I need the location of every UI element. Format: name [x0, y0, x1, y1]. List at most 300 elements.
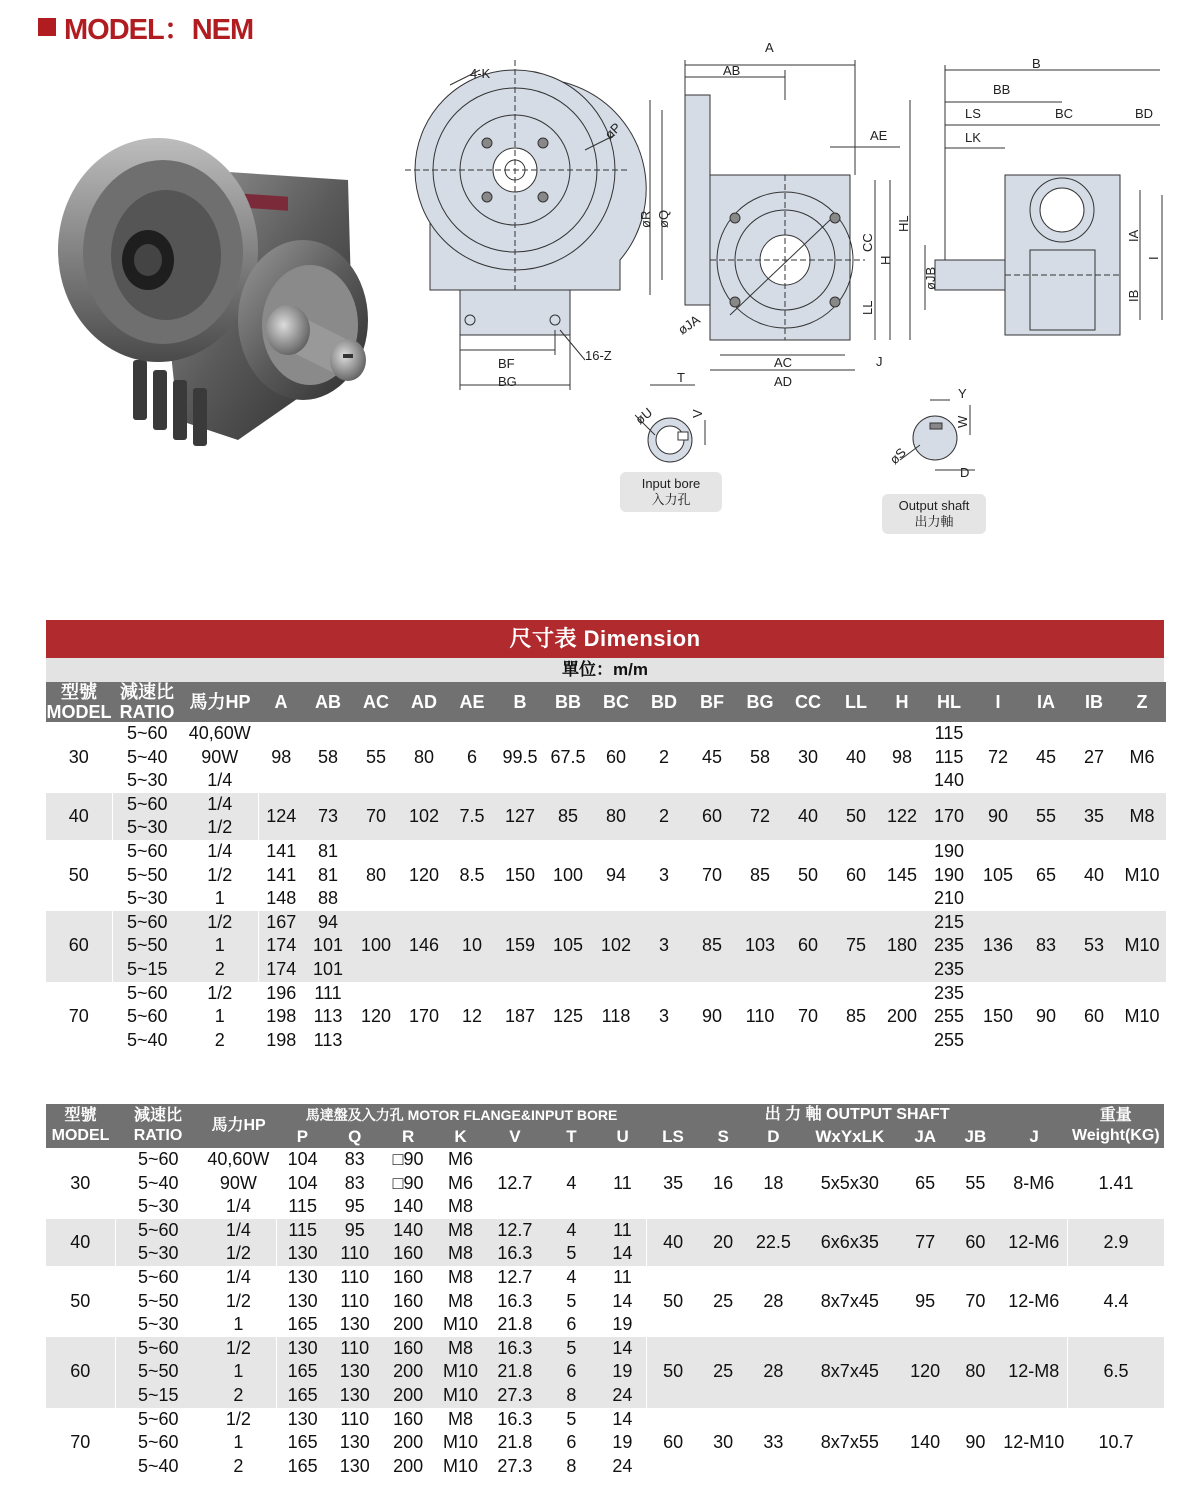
- table-cell: 40,60W 90W 1/4: [201, 1148, 276, 1219]
- table-cell: 5~60 5~30: [112, 793, 182, 840]
- t1-header-cc: CC: [784, 682, 832, 722]
- table-cell: 102: [400, 793, 448, 840]
- table-cell: 80: [352, 840, 400, 911]
- table-cell: 120: [352, 982, 400, 1053]
- table-cell: 12: [448, 982, 496, 1053]
- table-cell: M8 M8: [435, 1219, 485, 1266]
- table-cell: 45: [688, 722, 736, 793]
- table-cell: 140: [900, 1408, 950, 1479]
- t2-subheader-d: D: [747, 1126, 799, 1148]
- table-cell: 8-M6: [1001, 1148, 1068, 1219]
- table-cell: 100: [352, 911, 400, 982]
- table-cell: 130 165 165: [276, 1408, 328, 1479]
- t1-header-ia: IA: [1022, 682, 1070, 722]
- label-v: V: [690, 409, 705, 418]
- dimension-banner: 尺寸表 Dimension: [46, 620, 1164, 658]
- t2-subheader-ls: LS: [647, 1126, 699, 1148]
- table-cell: 58: [736, 722, 784, 793]
- t1-header-bg: BG: [736, 682, 784, 722]
- t2-header-model: 型號MODEL: [46, 1104, 115, 1148]
- table-cell: 111 113 113: [304, 982, 352, 1053]
- table-cell: 95 110: [329, 1219, 381, 1266]
- table-cell: M6: [1118, 722, 1166, 793]
- table-cell: 10.7: [1068, 1408, 1164, 1479]
- table-cell: M8 M8 M10: [435, 1266, 485, 1337]
- table-cell: 80: [400, 722, 448, 793]
- table-cell: 160 200 200: [381, 1408, 435, 1479]
- label-h: H: [878, 255, 893, 265]
- table-cell: 25: [699, 1266, 747, 1337]
- table-cell: 50: [46, 840, 112, 911]
- t1-header-a: A: [258, 682, 304, 722]
- table-cell: 81 81 88: [304, 840, 352, 911]
- table-cell: 11 14: [599, 1219, 647, 1266]
- label-phi-ja: øJA: [675, 311, 703, 338]
- table-row: [46, 911, 1166, 982]
- table-cell: 125: [544, 982, 592, 1053]
- table-cell: 110 110 130: [329, 1266, 381, 1337]
- table-cell: 22.5: [747, 1219, 799, 1266]
- table-cell: 94 101 101: [304, 911, 352, 982]
- table-cell: 110: [736, 982, 784, 1053]
- table-cell: 2: [640, 722, 688, 793]
- table-cell: 50: [784, 840, 832, 911]
- table-cell: 67.5: [544, 722, 592, 793]
- label-4-k: 4-K: [470, 66, 491, 81]
- table-cell: 150: [496, 840, 544, 911]
- table-cell: 55: [950, 1148, 1000, 1219]
- table-cell: 98: [880, 722, 924, 793]
- table-cell: 16.3 21.8 27.3: [486, 1408, 545, 1479]
- table-cell: 160 160 200: [381, 1266, 435, 1337]
- table-cell: 167 174 174: [258, 911, 304, 982]
- table-cell: 90: [950, 1408, 1000, 1479]
- table-cell: 99.5: [496, 722, 544, 793]
- t1-header-ac: AC: [352, 682, 400, 722]
- table-cell: 8x7x45: [800, 1337, 900, 1408]
- table-cell: M8 M10 M10: [435, 1337, 485, 1408]
- table-cell: 30: [46, 1148, 115, 1219]
- dimension-table-block: [46, 620, 1164, 1052]
- flange-output-table: [46, 1104, 1164, 1478]
- t1-header-hl: HL: [924, 682, 974, 722]
- t1-header-ab: AB: [304, 682, 352, 722]
- table-cell: 60: [592, 722, 640, 793]
- label-ib: IB: [1126, 289, 1141, 302]
- t2-subheader-wxyxlk: WxYxLK: [800, 1126, 900, 1148]
- label-phi-p: øP: [601, 119, 624, 143]
- table-cell: 2.9: [1068, 1219, 1164, 1266]
- label-phi-jb: øJB: [923, 266, 938, 290]
- output-shaft-caption: [882, 494, 986, 534]
- table-cell: 1/2 1 2: [182, 982, 258, 1053]
- table-cell: 190 190 210: [924, 840, 974, 911]
- table-cell: 118: [592, 982, 640, 1053]
- t1-header-bd: BD: [640, 682, 688, 722]
- table-cell: 1/2 1 2: [201, 1408, 276, 1479]
- table-cell: 90: [688, 982, 736, 1053]
- table-cell: 12-M10: [1001, 1408, 1068, 1479]
- gearbox-photo: [48, 110, 368, 460]
- table-cell: 45: [1022, 722, 1070, 793]
- table-cell: 141 141 148: [258, 840, 304, 911]
- table-cell: 104 104 115: [276, 1148, 328, 1219]
- table-cell: 136: [974, 911, 1022, 982]
- table-row: [46, 722, 1166, 793]
- table-cell: 5~60 5~30: [115, 1219, 201, 1266]
- table-cell: 20: [699, 1219, 747, 1266]
- table-cell: 55: [352, 722, 400, 793]
- table-cell: 5~60 5~60 5~40: [115, 1408, 201, 1479]
- table-cell: 159: [496, 911, 544, 982]
- t2-subheader-jb: JB: [950, 1126, 1000, 1148]
- table-cell: 25: [699, 1337, 747, 1408]
- t2-subheader-j: J: [1001, 1126, 1068, 1148]
- t2-subheader-s: S: [699, 1126, 747, 1148]
- t2-subheader-p: P: [276, 1126, 328, 1148]
- table-cell: 53: [1070, 911, 1118, 982]
- table-cell: 4 5 6: [544, 1266, 598, 1337]
- label-y: Y: [958, 386, 967, 401]
- t1-header-hp: 馬力HP: [182, 682, 258, 722]
- table-cell: 120: [400, 840, 448, 911]
- table-cell: 98: [258, 722, 304, 793]
- table-row: [46, 1148, 1164, 1219]
- table-cell: 60: [1070, 982, 1118, 1053]
- t1-header-i: I: [974, 682, 1022, 722]
- table-cell: 130 165 165: [276, 1337, 328, 1408]
- label-a: A: [765, 40, 774, 55]
- table-cell: 1/4 1/2: [201, 1219, 276, 1266]
- table-cell: 77: [900, 1219, 950, 1266]
- t2-header-ratio: 減速比RATIO: [115, 1104, 201, 1148]
- table-cell: 170: [924, 793, 974, 840]
- t2-subheader-q: Q: [329, 1126, 381, 1148]
- table-cell: 1/4 1/2: [182, 793, 258, 840]
- t1-header-bb: BB: [544, 682, 592, 722]
- table-cell: 11 14 19: [599, 1266, 647, 1337]
- table-cell: 80: [592, 793, 640, 840]
- label-ab: AB: [723, 63, 741, 78]
- table-cell: 4: [544, 1148, 598, 1219]
- t2-header-hp: 馬力HP: [201, 1104, 276, 1148]
- table-cell: 55: [1022, 793, 1070, 840]
- table-cell: 130 130 165: [276, 1266, 328, 1337]
- table-cell: 140 160: [381, 1219, 435, 1266]
- table-cell: 28: [747, 1266, 799, 1337]
- table-cell: 5~60 5~50 5~30: [115, 1266, 201, 1337]
- t1-header-ad: AD: [400, 682, 448, 722]
- table-cell: 83 83 95: [329, 1148, 381, 1219]
- table-cell: 30: [46, 722, 112, 793]
- table-cell: 3: [640, 911, 688, 982]
- table-cell: 4 5: [544, 1219, 598, 1266]
- table-cell: 127: [496, 793, 544, 840]
- table-cell: 85: [688, 911, 736, 982]
- table-cell: 235 255 255: [924, 982, 974, 1053]
- label-ad: AD: [774, 374, 793, 389]
- table-cell: 30: [699, 1408, 747, 1479]
- table-cell: 95: [900, 1266, 950, 1337]
- table-cell: 102: [592, 911, 640, 982]
- table-cell: 5~60 5~40 5~30: [112, 722, 182, 793]
- table-cell: 1/4 1/2 1: [182, 840, 258, 911]
- table-cell: 35: [1070, 793, 1118, 840]
- table-cell: 10: [448, 911, 496, 982]
- t1-header-ratio: 減速比RATIO: [112, 682, 182, 722]
- output-shaft-drawing: [900, 400, 975, 470]
- label-cc: CC: [860, 233, 875, 252]
- label-t: T: [677, 370, 685, 385]
- t2-subheader-r: R: [381, 1126, 435, 1148]
- label-bg: BG: [498, 374, 517, 389]
- table-cell: 70: [784, 982, 832, 1053]
- t1-header-bf: BF: [688, 682, 736, 722]
- label-phi-q: øQ: [656, 209, 671, 228]
- table-cell: 70: [950, 1266, 1000, 1337]
- table-cell: 60: [688, 793, 736, 840]
- table-row: [46, 793, 1166, 840]
- table-cell: 1/4 1/2 1: [201, 1266, 276, 1337]
- table-cell: 6.5: [1068, 1337, 1164, 1408]
- table-cell: 73: [304, 793, 352, 840]
- table-cell: 3: [640, 982, 688, 1053]
- table-cell: 40: [1070, 840, 1118, 911]
- table-cell: 85: [736, 840, 784, 911]
- table-cell: 60: [784, 911, 832, 982]
- table-cell: 60: [950, 1219, 1000, 1266]
- table-row: [46, 982, 1166, 1053]
- table-cell: 40,60W 90W 1/4: [182, 722, 258, 793]
- table-cell: 2: [640, 793, 688, 840]
- t2-subheader-ja: JA: [900, 1126, 950, 1148]
- table-cell: 120: [900, 1337, 950, 1408]
- t1-header-ib: IB: [1070, 682, 1118, 722]
- label-d: D: [960, 465, 970, 480]
- table-row: [46, 1408, 1164, 1479]
- table-cell: 8x7x45: [800, 1266, 900, 1337]
- table-cell: 70: [688, 840, 736, 911]
- output-shaft-caption-en: Output shaft: [898, 498, 970, 513]
- table-cell: 103: [736, 911, 784, 982]
- label-j: J: [876, 354, 883, 369]
- table-cell: 30: [784, 722, 832, 793]
- table-cell: 5~60 5~50 5~30: [112, 840, 182, 911]
- table-cell: 33: [747, 1408, 799, 1479]
- table-cell: 83: [1022, 911, 1070, 982]
- table-cell: 187: [496, 982, 544, 1053]
- t1-header-ae: AE: [448, 682, 496, 722]
- table-cell: 80: [950, 1337, 1000, 1408]
- label-phi-u: øU: [632, 404, 656, 428]
- output-shaft-caption-zh: 出力軸: [914, 514, 954, 529]
- table-cell: 60: [832, 840, 880, 911]
- table-cell: 18: [747, 1148, 799, 1219]
- table-row: [46, 840, 1166, 911]
- label-ls: LS: [965, 106, 981, 121]
- table-cell: 8x7x55: [800, 1408, 900, 1479]
- table-cell: 124: [258, 793, 304, 840]
- table-cell: 94: [592, 840, 640, 911]
- table-cell: 85: [544, 793, 592, 840]
- label-16-z: 16-Z: [585, 348, 612, 363]
- table-cell: 5~60 5~50 5~15: [112, 911, 182, 982]
- table-cell: 160 200 200: [381, 1337, 435, 1408]
- label-ll: LL: [860, 300, 875, 315]
- table-cell: 12.7 16.3 21.8: [486, 1266, 545, 1337]
- title-marker: [38, 18, 56, 36]
- table-cell: 60: [46, 1337, 115, 1408]
- table-cell: 12-M6: [1001, 1266, 1068, 1337]
- table-cell: 72: [736, 793, 784, 840]
- table-cell: 1/2 1 2: [182, 911, 258, 982]
- table-cell: 115 130: [276, 1219, 328, 1266]
- label-ac: AC: [774, 355, 793, 370]
- table-cell: 180: [880, 911, 924, 982]
- table-cell: 145: [880, 840, 924, 911]
- label-bc: BC: [1055, 106, 1074, 121]
- table-cell: 6x6x35: [800, 1219, 900, 1266]
- table-cell: 40: [46, 1219, 115, 1266]
- table-cell: 40: [832, 722, 880, 793]
- table-cell: 65: [1022, 840, 1070, 911]
- t2-subheader-u: U: [599, 1126, 647, 1148]
- table-cell: 5 6 8: [544, 1408, 598, 1479]
- table-cell: 60: [46, 911, 112, 982]
- label-ae: AE: [870, 128, 888, 143]
- table-cell: M6 M6 M8: [435, 1148, 485, 1219]
- table-cell: 40: [647, 1219, 699, 1266]
- table-cell: 90: [1022, 982, 1070, 1053]
- table-row: [46, 1219, 1164, 1266]
- technical-drawings: [390, 40, 1190, 540]
- table-cell: 50: [832, 793, 880, 840]
- table-cell: 215 235 235: [924, 911, 974, 982]
- table-cell: 5 6 8: [544, 1337, 598, 1408]
- table-row: [46, 1337, 1164, 1408]
- table-cell: 11: [599, 1148, 647, 1219]
- label-i: I: [1146, 256, 1161, 260]
- label-bd: BD: [1135, 106, 1154, 121]
- table-cell: 110 130 130: [329, 1337, 381, 1408]
- flange-output-table-block: [46, 1104, 1164, 1478]
- table-cell: 58: [304, 722, 352, 793]
- table-cell: 3: [640, 840, 688, 911]
- t1-header-b: B: [496, 682, 544, 722]
- input-bore-caption-en: Input bore: [641, 476, 701, 491]
- table-cell: 150: [974, 982, 1022, 1053]
- table-cell: 12-M8: [1001, 1337, 1068, 1408]
- table-cell: 28: [747, 1337, 799, 1408]
- unit-label: 單位：m/m: [46, 658, 1164, 682]
- label-lk: LK: [965, 130, 981, 145]
- table-cell: 40: [784, 793, 832, 840]
- table-cell: 70: [46, 1408, 115, 1479]
- table-cell: □90 □90 140: [381, 1148, 435, 1219]
- label-hl: HL: [896, 215, 911, 232]
- table-cell: 8.5: [448, 840, 496, 911]
- table-cell: 1.41: [1068, 1148, 1164, 1219]
- label-w: W: [955, 415, 970, 428]
- table-cell: 12.7 16.3: [486, 1219, 545, 1266]
- table-cell: 14 19 24: [599, 1408, 647, 1479]
- table-cell: 5~60 5~60 5~40: [112, 982, 182, 1053]
- table-cell: M10: [1118, 911, 1166, 982]
- table-cell: M10: [1118, 982, 1166, 1053]
- input-bore-caption-zh: 入力孔: [651, 492, 691, 507]
- table-cell: 196 198 198: [258, 982, 304, 1053]
- table-cell: 7.5: [448, 793, 496, 840]
- t1-header-z: Z: [1118, 682, 1166, 722]
- table-cell: 70: [46, 982, 112, 1053]
- table-cell: 85: [832, 982, 880, 1053]
- table-cell: 100: [544, 840, 592, 911]
- table-cell: M8 M10 M10: [435, 1408, 485, 1479]
- table-cell: 200: [880, 982, 924, 1053]
- table-cell: 70: [352, 793, 400, 840]
- table-cell: 27: [1070, 722, 1118, 793]
- table-cell: 35: [647, 1148, 699, 1219]
- table-cell: 5~60 5~50 5~15: [115, 1337, 201, 1408]
- table-cell: 40: [46, 793, 112, 840]
- t2-header-flange: 馬達盤及入力孔 MOTOR FLANGE&INPUT BORE: [276, 1104, 647, 1126]
- table-cell: 4.4: [1068, 1266, 1164, 1337]
- table-cell: 16: [699, 1148, 747, 1219]
- t2-header-weight: 重量Weight(KG): [1068, 1104, 1164, 1148]
- table-cell: 50: [46, 1266, 115, 1337]
- dimension-table: [46, 682, 1166, 1052]
- t2-header-output: 出 力 軸 OUTPUT SHAFT: [647, 1104, 1068, 1126]
- table-cell: 90: [974, 793, 1022, 840]
- table-cell: 170: [400, 982, 448, 1053]
- table-cell: 65: [900, 1148, 950, 1219]
- table-cell: 105: [544, 911, 592, 982]
- t1-header-h: H: [880, 682, 924, 722]
- table-cell: 72: [974, 722, 1022, 793]
- label-ia: IA: [1126, 229, 1141, 242]
- front-view: [405, 60, 646, 390]
- label-bf: BF: [498, 356, 515, 371]
- t1-header-model: 型號MODEL: [46, 682, 112, 722]
- table-cell: 75: [832, 911, 880, 982]
- table-cell: M10: [1118, 840, 1166, 911]
- table-cell: 122: [880, 793, 924, 840]
- table-cell: M8: [1118, 793, 1166, 840]
- table-cell: 146: [400, 911, 448, 982]
- t1-header-bc: BC: [592, 682, 640, 722]
- table-cell: 50: [647, 1337, 699, 1408]
- t2-subheader-v: V: [486, 1126, 545, 1148]
- label-phi-r: øR: [638, 210, 653, 228]
- table-cell: 16.3 21.8 27.3: [486, 1337, 545, 1408]
- table-row: [46, 1266, 1164, 1337]
- table-cell: 1/2 1 2: [201, 1337, 276, 1408]
- label-bb: BB: [993, 82, 1011, 97]
- t1-header-ll: LL: [832, 682, 880, 722]
- table-cell: 12.7: [486, 1148, 545, 1219]
- title-text: MODEL：NEM: [64, 13, 254, 46]
- table-cell: 14 19 24: [599, 1337, 647, 1408]
- table-cell: 5x5x30: [800, 1148, 900, 1219]
- table-cell: 50: [647, 1266, 699, 1337]
- t2-subheader-k: K: [435, 1126, 485, 1148]
- label-phi-s: øS: [886, 444, 909, 468]
- table-cell: 115 115 140: [924, 722, 974, 793]
- table-cell: 110 130 130: [329, 1408, 381, 1479]
- table-cell: 60: [647, 1408, 699, 1479]
- t2-subheader-t: T: [544, 1126, 598, 1148]
- table-cell: 12-M6: [1001, 1219, 1068, 1266]
